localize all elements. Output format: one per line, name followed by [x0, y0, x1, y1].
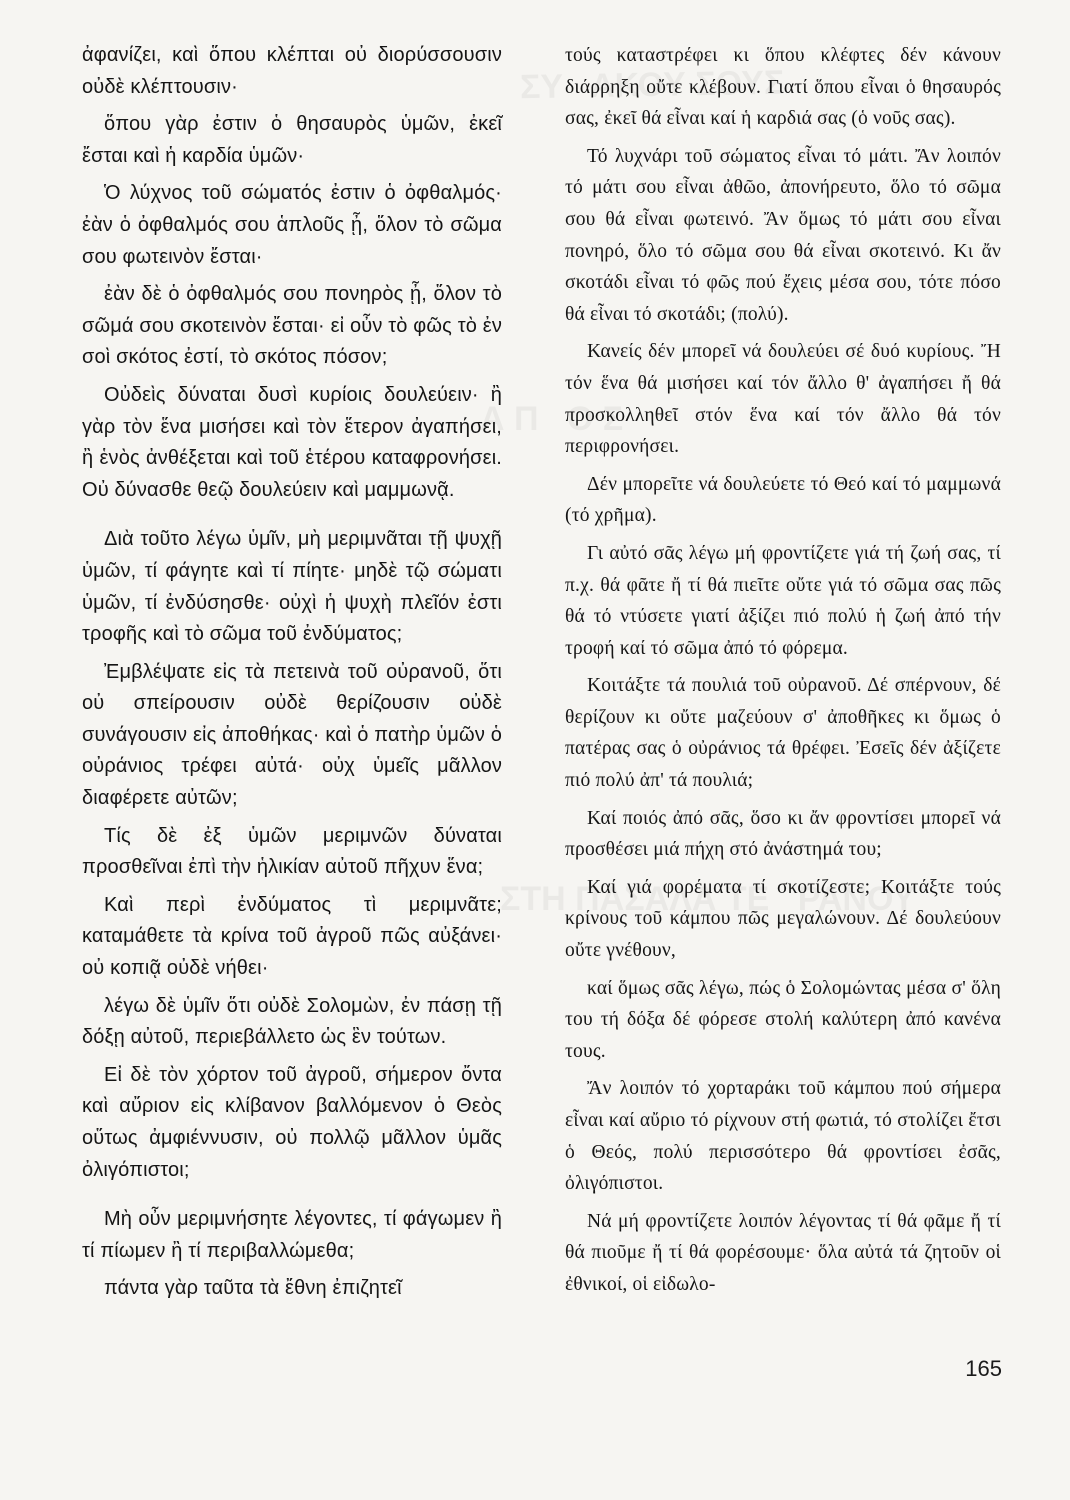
- translation-paragraph: τούς καταστρέφει κι ὅπου κλέφτες δέν κάνουν διάρρηξη οὔτε κλέβουν. Γιατί ὅπου εἶναι ὁ θησαυρός σας, ἐκεῖ θά εἶναι καί ἡ καρδιά σας (ὁ νοῦς σας).: [565, 45, 1001, 130]
- verse-paragraph: ἐὰν δὲ ὁ ὀφθαλμός σου πονηρὸς ᾖ, ὅλον τὸ σῶμά σου σκοτεινὸν ἔσται· εἰ οὖν τὸ φῶς τὸ ἐν σοὶ σκότος ἐστί, τὸ σκότος πόσον;: [82, 283, 502, 369]
- translation-paragraph: Δέν μπορεῖτε νά δουλεύετε τό Θεό καί τό μαμμωνά (τό χρῆμα).: [565, 473, 1001, 527]
- verse-paragraph: ὅπου γὰρ ἐστιν ὁ θησαυρὸς ὑμῶν, ἐκεῖ ἔσται καὶ ἡ καρδία ὑμῶν·: [82, 113, 502, 167]
- verse-paragraph: Τίς δὲ ἐξ ὑμῶν μεριμνῶν δύναται προσθεῖναι ἐπὶ τὴν ἡλικίαν αὐτοῦ πῆχυν ἕνα;: [82, 824, 502, 879]
- page-number: 165: [965, 1356, 1002, 1381]
- verse-paragraph: πάντα γὰρ ταῦτα τὰ ἔθνη ἐπιζητεῖ: [104, 1277, 402, 1300]
- translation-paragraph: καί ὅμως σᾶς λέγω, πώς ὁ Σολομώντας μέσα σ' ὅλη του τή δόξα δέ φόρεσε στολή καλύτερη ἀπό κανένα τους.: [565, 977, 1001, 1062]
- verse-paragraph: Διὰ τοῦτο λέγω ὑμῖν, μὴ μεριμνᾶται τῇ ψυχῇ ὑμῶν, τί φάγητε καὶ τί πίητε· μηδὲ τῷ σώματι ὑμῶν, τί ἐνδύσησθε· οὐχὶ ἡ ψυχὴ πλεῖόν ἐστι τροφῆς καὶ τὸ σῶμα τοῦ ἐνδύματος;: [82, 528, 502, 646]
- translation-paragraph: Κανείς δέν μπορεῖ νά δουλεύει σέ δυό κυρίους. Ἤ τόν ἕνα θά μισήσει καί τόν ἄλλο θ' ἀγαπήσει ἤ θά προσκολληθεῖ στόν ἕνα καί τόν ἄλλο θά τόν περιφρονήσει.: [565, 341, 1001, 458]
- verse-paragraph: ἀφανίζει, καὶ ὅπου κλέπται οὐ διορύσσουσιν οὐδὲ κλέπτουσιν·: [82, 44, 502, 98]
- translation-paragraph: Καί γιά φορέματα τί σκοτίζεστε; Κοιτάξτε τούς κρίνους τοῦ κάμπου πῶς μεγαλώνουν. Δέ δουλεύουν οὔτε γνέθουν,: [565, 876, 1001, 962]
- verse-paragraph: Ἐμβλέψατε εἰς τὰ πετεινὰ τοῦ οὐρανοῦ, ὅτι οὐ σπείρουσιν οὐδὲ θερίζουσιν οὐδὲ συνάγουσιν εἰς ἀποθήκας· καὶ ὁ πατὴρ ὑμῶν ὁ οὐράνιος τρέφει αὐτά· οὐχ ὑμεῖς μᾶλλον διαφέρετε αὐτῶν;: [82, 660, 502, 810]
- ancient-greek-column: [82, 40, 502, 1311]
- translation-paragraph: Τό λυχνάρι τοῦ σώματος εἶναι τό μάτι. Ἄν λοιπόν τό μάτι σου εἶναι ἀθῶο, ἀπονήρευτο, ὅλο τό σῶμα σου θά εἶναι φωτεινό. Ἄν ὅμως τό μάτι σου εἶναι πονηρό, ὅλο τό σῶμα σου θά εἶναι σκοτεινό. Κι ἄν σκοτάδι εἶναι τό φῶς πού ἔχεις μέσα σου, τότε πόσο θά εἶναι τό σκοτάδι; (πολύ).: [565, 145, 1001, 325]
- translation-paragraph: Γι αὐτό σᾶς λέγω μή φροντίζετε γιά τή ζωή σας, τί π.χ. θά φᾶτε ἤ τί θά πιεῖτε οὔτε γιά τό σῶμα σας πῶς θά τό ντύσετε γιατί ἀξίζει πιό πολύ ἡ ζωή ἀπό τήν τροφή καί τό σῶμα ἀπό τό φόρεμα.: [565, 542, 1001, 659]
- modern-greek-translation-column: [565, 40, 1001, 1307]
- translation-paragraph: Καί ποιός ἀπό σᾶς, ὅσο κι ἄν φροντίσει μπορεῖ νά προσθέσει μιά πήχη στό ἀνάστημά του;: [565, 807, 1001, 861]
- verse-paragraph: Ὁ λύχνος τοῦ σώματός ἐστιν ὁ ὀφθαλμός· ἐὰν ὁ ὀφθαλμός σου ἁπλοῦς ᾖ, ὅλον τὸ σῶμα σου φωτεινὸν ἔσται·: [82, 182, 502, 268]
- translation-paragraph: Κοιτάξτε τά πουλιά τοῦ οὐρανοῦ. Δέ σπέρνουν, δέ θερίζουν κι οὔτε μαζεύουν σ' ἀποθῆκες κι ὅμως ὁ πατέρας σας ὁ οὐράνιος τά θρέφει. Ἐσεῖς δέν ἀξίζετε πιό πολύ ἀπ' τά πουλιά;: [565, 675, 1001, 792]
- verse-paragraph: Καὶ περὶ ἐνδύματος τὶ μεριμνᾶτε; καταμάθετε τὰ κρίνα τοῦ ἀγροῦ πῶς αὐξάνει· οὐ κοπιᾷ οὐδὲ νήθει·: [82, 893, 502, 980]
- verse-paragraph: Μὴ οὖν μεριμνήσητε λέγοντες, τί φάγωμεν ἢ τί πίωμεν ἢ τί περιβαλλώμεθα;: [82, 1208, 502, 1262]
- verse-paragraph: Εἰ δὲ τὸν χόρτον τοῦ ἀγροῦ, σήμερον ὄντα καὶ αὔριον εἰς κλίβανον βαλλόμενον ὁ Θεὸς οὕτως ἀμφιέννυσιν, οὐ πολλῷ μᾶλλον ὑμᾶς ὀλιγόπιστοι;: [82, 1063, 502, 1181]
- translation-paragraph: Ἄν λοιπόν τό χορταράκι τοῦ κάμπου πού σήμερα εἶναι καί αὔριο τό ρίχνουν στή φωτιά, τό στολίζει ἔτσι ὁ Θεός, πολύ περισσότερο θά φροντίσει ἐσᾶς, ὀλιγόπιστοι.: [565, 1078, 1001, 1195]
- translation-paragraph: Νά μή φροντίζετε λοιπόν λέγοντας τί θά φᾶμε ἤ τί θά πιοῦμε ἤ τί θά φορέσουμε· ὅλα αὐτά τά ζητοῦν οἱ ἐθνικοί, οἱ εἰδωλο-: [565, 1210, 1001, 1295]
- verse-paragraph: Οὐδεὶς δύναται δυσὶ κυρίοις δουλεύειν· ἢ γὰρ τὸν ἕνα μισήσει καὶ τὸν ἕτερον ἀγαπήσει, ἢ ἑνὸς ἀνθέξεται καὶ τοῦ ἑτέρου καταφρονήσει. Οὐ δύνασθε θεῷ δουλεύειν καὶ μαμμωνᾷ.: [82, 383, 502, 501]
- verse-paragraph: λέγω δὲ ὑμῖν ὅτι οὐδὲ Σολομὼν, ἐν πάσῃ τῇ δόξῃ αὐτοῦ, περιεβάλλετο ὡς ἓν τούτων.: [82, 994, 502, 1049]
